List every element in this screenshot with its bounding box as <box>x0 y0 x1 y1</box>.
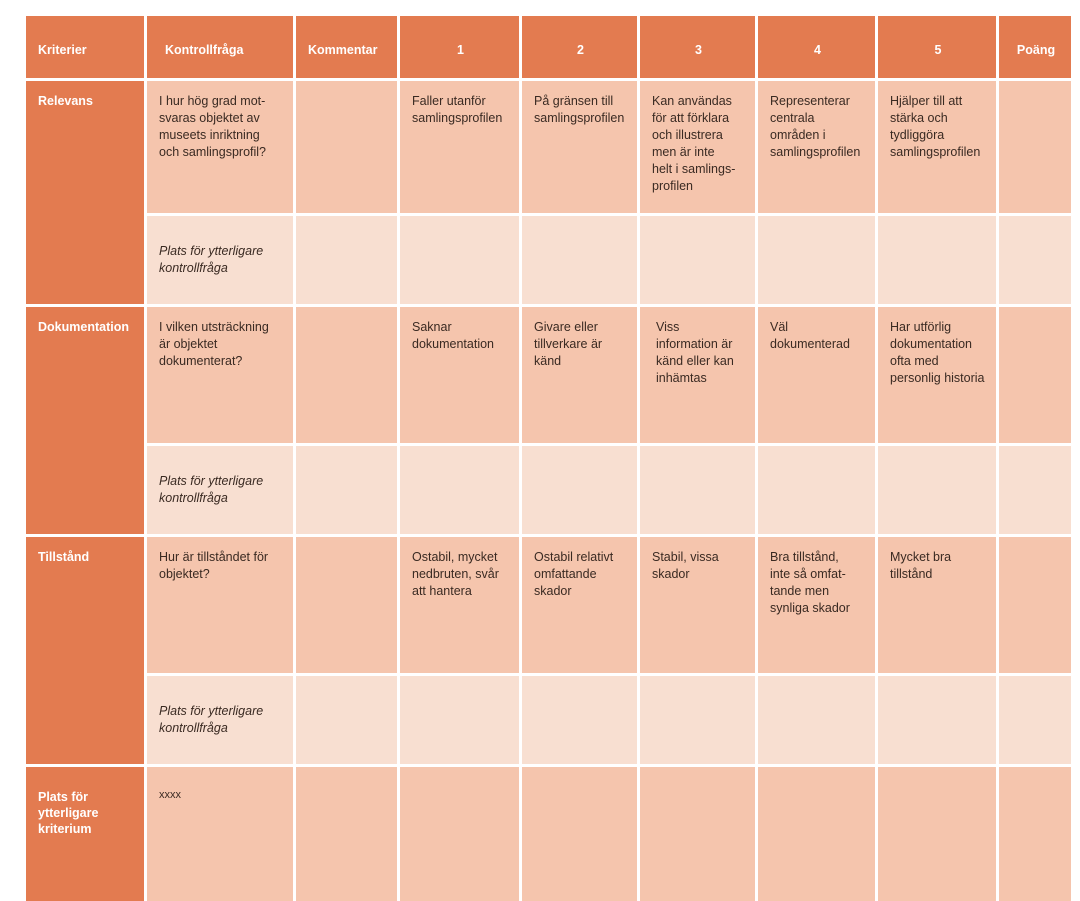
empty-cell <box>522 767 637 901</box>
criterion-relevans: Relevans <box>26 81 144 304</box>
level-1-tillstand: Ostabil, mycket nedbruten, svår att hantera <box>400 537 519 673</box>
header-poang: Poäng <box>999 16 1071 78</box>
header-level-3: 3 <box>640 16 755 78</box>
empty-cell <box>878 767 996 901</box>
empty-cell <box>400 676 519 764</box>
level-2-tillstand: Ostabil relativt omfattande skador <box>522 537 637 673</box>
empty-cell <box>758 767 875 901</box>
level-4-dokumentation: Väl dokumenterad <box>758 307 875 443</box>
header-kommentar: Kommentar <box>296 16 397 78</box>
level-3-tillstand: Stabil, vissa skador <box>640 537 755 673</box>
criteria-table <box>26 16 1056 884</box>
points-relevans[interactable] <box>999 81 1071 213</box>
empty-cell[interactable] <box>999 676 1071 764</box>
comment-relevans[interactable] <box>296 81 397 213</box>
level-5-tillstand: Mycket bra tillstånd <box>878 537 996 673</box>
empty-cell[interactable] <box>999 216 1071 304</box>
points-tillstand[interactable] <box>999 537 1071 673</box>
level-3-dokumentation: Viss information är känd eller kan inhämtas <box>640 307 755 443</box>
header-level-5: 5 <box>878 16 996 78</box>
empty-cell <box>640 676 755 764</box>
empty-cell <box>640 767 755 901</box>
points-extra[interactable] <box>999 767 1071 901</box>
points-dokumentation[interactable] <box>999 307 1071 443</box>
empty-cell[interactable] <box>296 216 397 304</box>
header-level-1: 1 <box>400 16 519 78</box>
question-extra: xxxx <box>147 767 293 901</box>
extra-question-tillstand: Plats för ytterligare kontrollfråga <box>147 676 293 764</box>
comment-tillstand[interactable] <box>296 537 397 673</box>
criterion-extra: Plats för ytterligare kriterium <box>26 767 144 901</box>
question-dokumentation: I vilken utsträckning är objektet dokumenterat? <box>147 307 293 443</box>
level-5-relevans: Hjälper till att stärka och tydliggöra samlingsprofilen <box>878 81 996 213</box>
empty-cell[interactable] <box>296 676 397 764</box>
question-tillstand: Hur är tillståndet för objektet? <box>147 537 293 673</box>
empty-cell[interactable] <box>296 446 397 534</box>
extra-question-relevans: Plats för ytterligare kontrollfråga <box>147 216 293 304</box>
empty-cell <box>758 446 875 534</box>
header-kontrollfraga: Kontrollfråga <box>147 16 293 78</box>
level-1-dokumentation: Saknar dokumentation <box>400 307 519 443</box>
header-level-4: 4 <box>758 16 875 78</box>
comment-dokumentation[interactable] <box>296 307 397 443</box>
empty-cell <box>400 216 519 304</box>
level-2-relevans: På gränsen till samlingsprofilen <box>522 81 637 213</box>
criterion-tillstand: Tillstånd <box>26 537 144 764</box>
empty-cell <box>522 676 637 764</box>
empty-cell <box>878 676 996 764</box>
empty-cell <box>758 216 875 304</box>
extra-question-dokumentation: Plats för ytterligare kontrollfråga <box>147 446 293 534</box>
header-kriterier: Kriterier <box>26 16 144 78</box>
comment-extra[interactable] <box>296 767 397 901</box>
empty-cell <box>522 446 637 534</box>
level-4-tillstand: Bra tillstånd, inte så omfat- tande men synliga skador <box>758 537 875 673</box>
empty-cell[interactable] <box>999 446 1071 534</box>
empty-cell <box>640 446 755 534</box>
question-relevans: I hur hög grad mot- svaras objektet av museets inriktning och samlingsprofil? <box>147 81 293 213</box>
level-5-dokumentation: Har utförlig dokumentation ofta med personlig historia <box>878 307 996 443</box>
level-4-relevans: Representerar centrala områden i samlingsprofilen <box>758 81 875 213</box>
header-level-2: 2 <box>522 16 637 78</box>
level-2-dokumentation: Givare eller tillverkare är känd <box>522 307 637 443</box>
empty-cell <box>758 676 875 764</box>
empty-cell <box>400 446 519 534</box>
level-3-relevans: Kan användas för att förklara och illustrera men är inte helt i samlings- profilen <box>640 81 755 213</box>
empty-cell <box>640 216 755 304</box>
empty-cell <box>400 767 519 901</box>
empty-cell <box>522 216 637 304</box>
criterion-dokumentation: Dokumentation <box>26 307 144 534</box>
empty-cell <box>878 216 996 304</box>
level-1-relevans: Faller utanför samlingsprofilen <box>400 81 519 213</box>
empty-cell <box>878 446 996 534</box>
